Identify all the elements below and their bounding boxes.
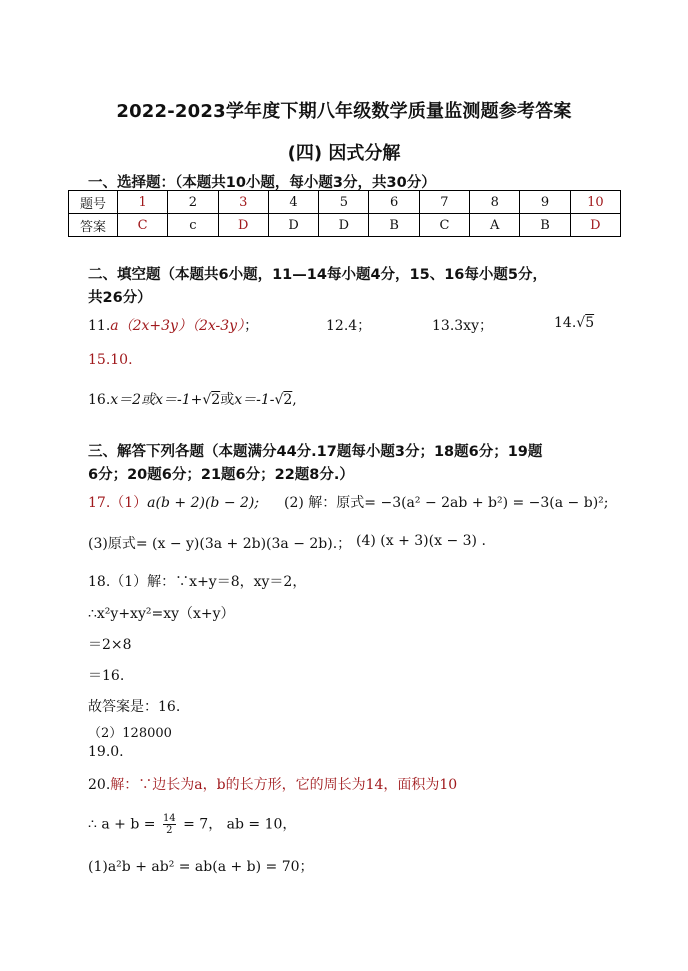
- question-number-cell: 10: [570, 191, 620, 214]
- answer-18-line5: 故答案是：16.: [88, 699, 181, 715]
- answer-20-line1: [88, 774, 457, 794]
- document-subtitle: (四) 因式分解: [287, 143, 401, 164]
- answer-12: 12.4；: [326, 318, 372, 334]
- answer-16-radicand-1: 2: [211, 392, 221, 408]
- answer-18-part2: （2）128000: [88, 726, 172, 741]
- question-number-cell: 7: [419, 191, 469, 214]
- table-header-cell: 答案: [69, 214, 118, 237]
- question-number-cell: 6: [369, 191, 419, 214]
- answer-14-number: 14.: [554, 315, 577, 331]
- answer-15: 15.10.: [88, 352, 133, 368]
- answer-17-2-value: 原式= −3(a² − 2ab + b²) = −3(a − b)²;: [336, 495, 609, 511]
- answer-17-2: [284, 492, 609, 512]
- fraction-numerator: 14: [162, 813, 176, 824]
- answer-16-part-c: 或: [220, 392, 235, 408]
- answer-cell: C: [419, 214, 469, 237]
- answer-11-value: a（2x+3y）（2x-3y）: [110, 318, 245, 334]
- answer-cell: D: [268, 214, 318, 237]
- answer-16-part-b: x＝-1+: [155, 392, 203, 408]
- section2-heading-line1: 二、填空题（本题共6小题，11—14每小题4分，15、16每小题5分，: [88, 267, 547, 283]
- table-row-numbers: [69, 191, 621, 214]
- answer-11-number: 11.: [88, 318, 111, 334]
- answer-16-number: 16.: [88, 392, 111, 408]
- sqrt-symbol-icon: √: [202, 392, 212, 408]
- answer-20-number: 20.: [88, 777, 111, 793]
- answer-11-separator: ；: [244, 318, 259, 334]
- answer-20-line2: [88, 813, 296, 836]
- question-number-cell: 2: [168, 191, 218, 214]
- answer-cell: D: [218, 214, 268, 237]
- question-number-cell: 3: [218, 191, 268, 214]
- answer-18-line4: ＝16.: [88, 668, 125, 684]
- answer-14: [554, 315, 594, 331]
- answer-18-line1: 18.（1）解：∵x+y＝8，xy＝2，: [88, 574, 307, 590]
- answer-17-1-label: 17.（1）: [88, 495, 148, 511]
- document-title: 2022-2023学年度下期八年级数学质量监测题参考答案: [116, 101, 572, 122]
- answer-18-line2: ∴x²y+xy²=xy（x+y）: [88, 606, 235, 622]
- answer-20-line2-post: = 7， ab = 10，: [183, 816, 297, 833]
- answer-20-line3: (1)a²b + ab² = ab(a + b) = 70；: [88, 859, 314, 875]
- answer-cell: D: [570, 214, 620, 237]
- answer-14-radicand: 5: [585, 315, 595, 331]
- answer-table: [68, 190, 621, 237]
- question-number-cell: 1: [118, 191, 168, 214]
- question-number-cell: 5: [319, 191, 369, 214]
- answer-11: [88, 315, 258, 335]
- answer-cell: c: [168, 214, 218, 237]
- table-header-cell: 题号: [69, 191, 118, 214]
- answer-17-1: [88, 492, 259, 512]
- section2-heading-line2: 共26分）: [88, 290, 152, 306]
- answer-cell: B: [369, 214, 419, 237]
- fraction-denominator: 2: [166, 825, 173, 836]
- section3-heading-line2: 6分；20题6分；21题6分；22题8分.）: [88, 467, 354, 483]
- answer-cell: A: [470, 214, 520, 237]
- sqrt-symbol-icon: √: [576, 315, 586, 331]
- answer-cell: D: [319, 214, 369, 237]
- answer-16-part-d: x＝-1-: [234, 392, 275, 408]
- fraction: [163, 813, 176, 836]
- answer-17-2-label: (2) 解：: [284, 495, 337, 511]
- answer-16-radicand-2: 2: [283, 392, 293, 408]
- answer-16: [88, 389, 297, 409]
- sqrt-symbol-icon: √: [274, 392, 284, 408]
- answer-17-3: (3)原式= (x − y)(3a + 2b)(3a − 2b).；: [88, 536, 352, 552]
- answer-18-line3: ＝2×8: [88, 637, 132, 653]
- answer-17-4: (4) (x + 3)(x − 3) .: [356, 533, 486, 549]
- question-number-cell: 9: [520, 191, 570, 214]
- table-row-answers: [69, 214, 621, 237]
- answer-16-end: ,: [292, 392, 297, 408]
- answer-17-1-value: a(b + 2)(b − 2);: [147, 495, 260, 511]
- answer-20-line2-pre: ∴ a + b =: [88, 816, 156, 833]
- answer-19: 19.0.: [88, 744, 124, 760]
- question-number-cell: 4: [268, 191, 318, 214]
- answer-cell: C: [118, 214, 168, 237]
- section3-heading-line1: 三、解答下列各题（本题满分44分.17题每小题3分；18题6分；19题: [88, 444, 543, 460]
- answer-20-text: 解：∵边长为a，b的长方形，它的周长为14，面积为10: [110, 777, 458, 793]
- answer-16-part-a: x＝2或: [110, 392, 156, 408]
- answer-13: 13.3xy；: [432, 318, 493, 334]
- section1-heading: 一、选择题：（本题共10小题，每小题3分，共30分）: [88, 175, 436, 191]
- answer-cell: B: [520, 214, 570, 237]
- question-number-cell: 8: [470, 191, 520, 214]
